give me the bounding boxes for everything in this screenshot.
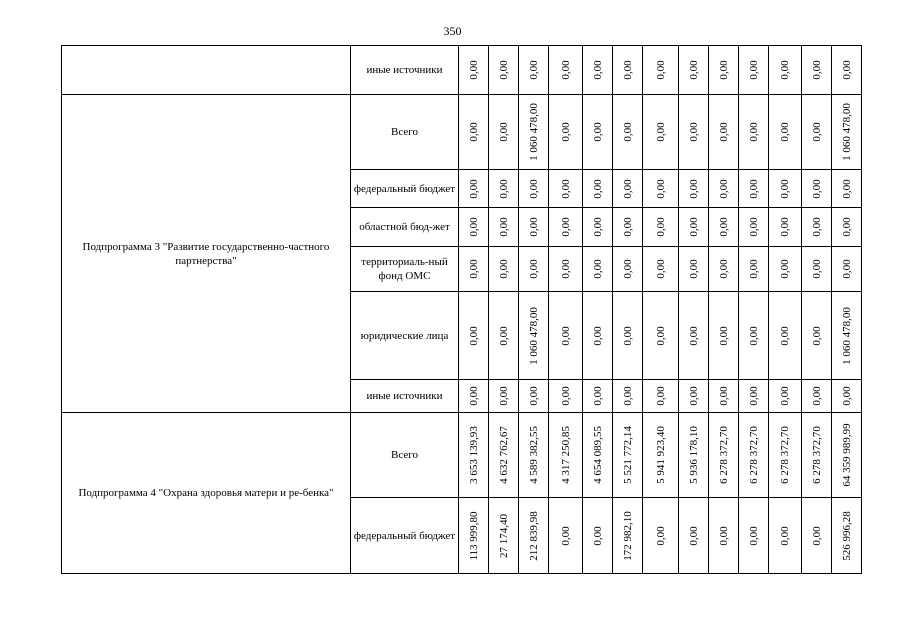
value-cell: 0,00 — [802, 95, 832, 170]
value-cell: 0,00 — [679, 380, 709, 413]
subprogram-3-title: Подпрограмма 3 "Развитие государственно-частного партнерства" — [62, 95, 351, 413]
value-cell: 0,00 — [769, 247, 802, 292]
value-cell: 0,00 — [459, 208, 489, 247]
total-value-cell: 1 060 478,00 — [832, 292, 862, 380]
funding-source-cell: федеральный бюджет — [351, 498, 459, 574]
value-cell: 0,00 — [679, 292, 709, 380]
value-cell: 0,00 — [613, 292, 643, 380]
value-cell: 0,00 — [643, 498, 679, 574]
value-cell: 0,00 — [549, 170, 583, 208]
value-cell: 0,00 — [769, 292, 802, 380]
value-cell: 0,00 — [583, 170, 613, 208]
value-cell: 0,00 — [769, 46, 802, 95]
value-cell: 0,00 — [739, 95, 769, 170]
value-cell: 4 317 250,85 — [549, 413, 583, 498]
value-cell: 0,00 — [489, 247, 519, 292]
value-cell: 0,00 — [769, 498, 802, 574]
value-cell: 0,00 — [459, 46, 489, 95]
value-cell: 0,00 — [549, 208, 583, 247]
value-cell: 0,00 — [769, 170, 802, 208]
program-cell — [62, 46, 351, 95]
value-cell: 4 654 089,55 — [583, 413, 613, 498]
funding-source-cell: Всего — [351, 95, 459, 170]
value-cell: 0,00 — [739, 46, 769, 95]
total-value-cell: 0,00 — [832, 170, 862, 208]
value-cell: 0,00 — [613, 95, 643, 170]
value-cell: 0,00 — [739, 292, 769, 380]
value-cell: 0,00 — [643, 247, 679, 292]
value-cell: 0,00 — [459, 292, 489, 380]
value-cell: 1 060 478,00 — [519, 95, 549, 170]
funding-source-cell: федеральный бюджет — [351, 170, 459, 208]
value-cell: 0,00 — [643, 380, 679, 413]
value-cell: 0,00 — [802, 292, 832, 380]
value-cell: 0,00 — [709, 170, 739, 208]
value-cell: 0,00 — [802, 170, 832, 208]
value-cell: 0,00 — [643, 170, 679, 208]
table-row — [62, 95, 862, 170]
value-cell: 0,00 — [709, 498, 739, 574]
value-cell: 6 278 372,70 — [709, 413, 739, 498]
value-cell: 0,00 — [583, 292, 613, 380]
value-cell: 0,00 — [613, 46, 643, 95]
table-row — [62, 46, 862, 95]
value-cell: 0,00 — [709, 247, 739, 292]
value-cell: 0,00 — [549, 46, 583, 95]
value-cell: 5 941 923,40 — [643, 413, 679, 498]
funding-source-cell: Всего — [351, 413, 459, 498]
value-cell: 6 278 372,70 — [739, 413, 769, 498]
value-cell: 0,00 — [583, 208, 613, 247]
value-cell: 0,00 — [613, 247, 643, 292]
value-cell: 0,00 — [739, 247, 769, 292]
value-cell: 0,00 — [583, 380, 613, 413]
table-row — [62, 413, 862, 498]
value-cell: 0,00 — [709, 95, 739, 170]
value-cell: 0,00 — [459, 380, 489, 413]
value-cell: 0,00 — [489, 95, 519, 170]
value-cell: 0,00 — [549, 292, 583, 380]
value-cell: 0,00 — [583, 95, 613, 170]
value-cell: 0,00 — [549, 498, 583, 574]
total-value-cell: 0,00 — [832, 247, 862, 292]
value-cell: 0,00 — [519, 208, 549, 247]
value-cell: 0,00 — [679, 247, 709, 292]
value-cell: 0,00 — [679, 95, 709, 170]
value-cell: 0,00 — [459, 170, 489, 208]
value-cell: 0,00 — [769, 208, 802, 247]
value-cell: 0,00 — [489, 380, 519, 413]
value-cell: 0,00 — [489, 170, 519, 208]
value-cell: 0,00 — [769, 380, 802, 413]
value-cell: 0,00 — [549, 380, 583, 413]
value-cell: 0,00 — [739, 170, 769, 208]
funding-source-cell: территориаль-ный фонд ОМС — [351, 247, 459, 292]
total-value-cell: 0,00 — [832, 46, 862, 95]
value-cell: 6 278 372,70 — [769, 413, 802, 498]
value-cell: 0,00 — [519, 170, 549, 208]
value-cell: 0,00 — [679, 46, 709, 95]
value-cell: 0,00 — [802, 208, 832, 247]
value-cell: 0,00 — [519, 46, 549, 95]
value-cell: 0,00 — [769, 95, 802, 170]
value-cell: 0,00 — [739, 380, 769, 413]
value-cell: 0,00 — [583, 46, 613, 95]
value-cell: 0,00 — [709, 208, 739, 247]
value-cell: 0,00 — [613, 208, 643, 247]
value-cell: 0,00 — [549, 95, 583, 170]
subprogram-4-title: Подпрограмма 4 "Охрана здоровья матери и ре-бенка" — [62, 413, 351, 574]
value-cell: 0,00 — [583, 498, 613, 574]
total-value-cell: 526 996,28 — [832, 498, 862, 574]
value-cell: 0,00 — [739, 498, 769, 574]
total-value-cell: 0,00 — [832, 380, 862, 413]
total-value-cell: 0,00 — [832, 208, 862, 247]
value-cell: 113 999,80 — [459, 498, 489, 574]
value-cell: 0,00 — [709, 46, 739, 95]
value-cell: 0,00 — [643, 208, 679, 247]
total-value-cell: 64 359 989,99 — [832, 413, 862, 498]
value-cell: 0,00 — [643, 292, 679, 380]
value-cell: 0,00 — [459, 247, 489, 292]
value-cell: 0,00 — [739, 208, 769, 247]
value-cell: 172 982,10 — [613, 498, 643, 574]
value-cell: 6 278 372,70 — [802, 413, 832, 498]
funding-source-cell: иные источники — [351, 46, 459, 95]
value-cell: 3 653 139,93 — [459, 413, 489, 498]
value-cell: 0,00 — [549, 247, 583, 292]
page-number: 350 — [443, 24, 462, 38]
funding-source-cell: областной бюд-жет — [351, 208, 459, 247]
value-cell: 0,00 — [489, 46, 519, 95]
funding-source-cell: юридические лица — [351, 292, 459, 380]
value-cell: 4 589 382,55 — [519, 413, 549, 498]
value-cell: 5 521 772,14 — [613, 413, 643, 498]
value-cell: 0,00 — [643, 46, 679, 95]
value-cell: 0,00 — [583, 247, 613, 292]
value-cell: 212 839,98 — [519, 498, 549, 574]
value-cell: 0,00 — [709, 292, 739, 380]
value-cell: 0,00 — [679, 170, 709, 208]
value-cell: 0,00 — [613, 170, 643, 208]
value-cell: 1 060 478,00 — [519, 292, 549, 380]
value-cell: 0,00 — [679, 208, 709, 247]
value-cell: 27 174,40 — [489, 498, 519, 574]
value-cell: 0,00 — [489, 292, 519, 380]
budget-table — [61, 45, 862, 574]
value-cell: 0,00 — [519, 380, 549, 413]
funding-source-cell: иные источники — [351, 380, 459, 413]
value-cell: 0,00 — [709, 380, 739, 413]
value-cell: 0,00 — [802, 46, 832, 95]
value-cell: 0,00 — [802, 247, 832, 292]
value-cell: 0,00 — [802, 498, 832, 574]
value-cell: 0,00 — [679, 498, 709, 574]
value-cell: 0,00 — [459, 95, 489, 170]
value-cell: 0,00 — [802, 380, 832, 413]
total-value-cell: 1 060 478,00 — [832, 95, 862, 170]
value-cell: 4 632 762,67 — [489, 413, 519, 498]
value-cell: 0,00 — [613, 380, 643, 413]
value-cell: 5 936 178,10 — [679, 413, 709, 498]
value-cell: 0,00 — [643, 95, 679, 170]
value-cell: 0,00 — [519, 247, 549, 292]
value-cell: 0,00 — [489, 208, 519, 247]
